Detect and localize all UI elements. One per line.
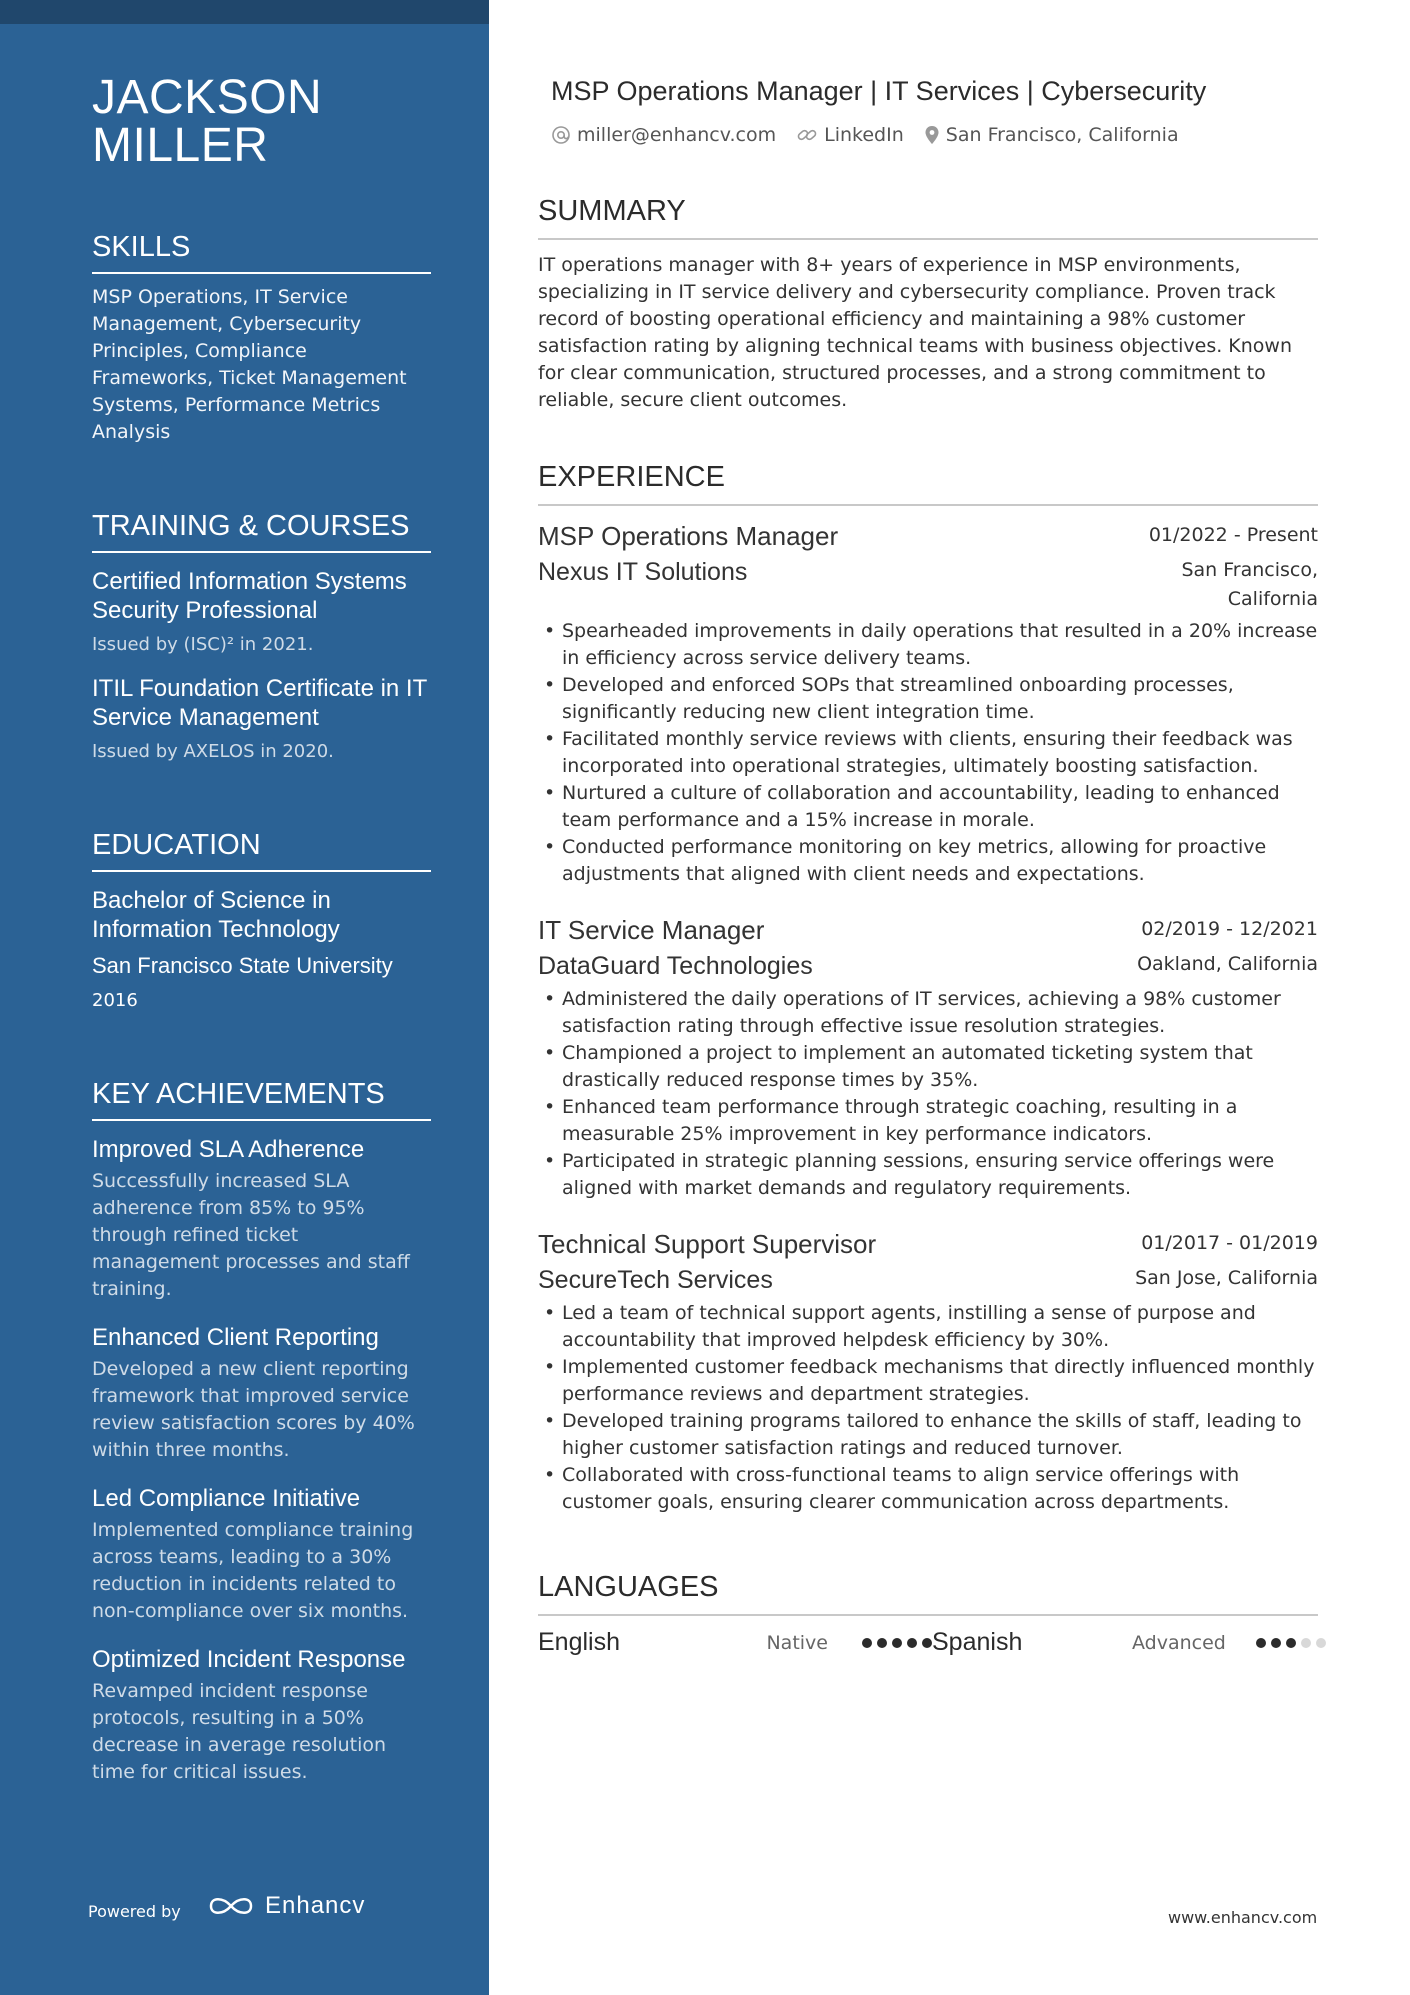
training-title: Certified Information Systems Security Professional xyxy=(92,568,407,624)
rating-dot-filled xyxy=(1256,1638,1266,1648)
education-heading: EDUCATION xyxy=(92,828,431,872)
education-school: San Francisco State University xyxy=(92,953,393,978)
rating-dot-filled xyxy=(907,1638,917,1648)
job-location xyxy=(1181,556,1318,614)
job-bullet: • Led a team of technical support agents, instilling a sense of purpose and accountability that improved helpdesk efficiency by 30%. xyxy=(538,1300,1318,1354)
job-date: 01/2017 - 01/2019 xyxy=(1141,1232,1318,1254)
job-entry xyxy=(538,914,1318,1202)
job-bullet: • Developed and enforced SOPs that streamlined onboarding processes, significantly reducing new client integration time. xyxy=(538,672,1318,726)
training-title: ITIL Foundation Certificate in IT Service Management xyxy=(92,675,427,731)
languages-list xyxy=(538,1628,1318,1657)
language-name: English xyxy=(538,1628,620,1656)
job-date: 02/2019 - 12/2021 xyxy=(1141,918,1318,940)
languages-heading: LANGUAGES xyxy=(538,1570,1318,1616)
achievement-item xyxy=(92,1323,431,1464)
training-item xyxy=(92,674,431,765)
email-text: miller@enhancv.com xyxy=(577,124,777,146)
achievement-item xyxy=(92,1135,431,1303)
language-level: Native xyxy=(766,1631,828,1654)
training-heading: TRAINING & COURSES xyxy=(92,509,431,553)
headline: MSP Operations Manager | IT Services | Cybersecurity xyxy=(551,76,1207,106)
achievement-desc: Implemented compliance training across teams, leading to a 30% reduction in incidents related to non-compliance over six months. xyxy=(92,1519,414,1622)
job-bullets xyxy=(538,1300,1318,1516)
achievement-desc: Developed a new client reporting framework that improved service review satisfaction scores by 40% within three months. xyxy=(92,1358,415,1461)
job-location-line: San Francisco, xyxy=(1181,559,1318,581)
job-bullet: • Nurtured a culture of collaboration and accountability, leading to enhanced team performance and a 15% increase in morale. xyxy=(538,780,1318,834)
language-item xyxy=(538,1628,932,1657)
job-bullet: • Enhanced team performance through strategic coaching, resulting in a measurable 25% improvement in key performance indicators. xyxy=(538,1094,1318,1148)
achievements-heading: KEY ACHIEVEMENTS xyxy=(92,1077,431,1121)
job-entry xyxy=(538,520,1318,888)
summary-section xyxy=(538,194,1318,414)
rating-dot-filled xyxy=(862,1638,872,1648)
sidebar xyxy=(0,0,489,1995)
training-item xyxy=(92,567,431,658)
achievement-item xyxy=(92,1645,431,1786)
footer-site-link[interactable]: www.enhancv.com xyxy=(1168,1908,1318,1927)
rating-dot-filled xyxy=(892,1638,902,1648)
languages-section xyxy=(538,1570,1318,1657)
skills-heading: SKILLS xyxy=(92,230,431,274)
job-bullets xyxy=(538,618,1318,888)
achievement-title: Improved SLA Adherence xyxy=(92,1136,365,1163)
language-rating xyxy=(1256,1638,1326,1648)
summary-heading: SUMMARY xyxy=(538,194,1318,240)
enhancv-logo-text: Enhancv xyxy=(265,1892,366,1919)
job-bullets xyxy=(538,986,1318,1202)
achievement-title: Led Compliance Initiative xyxy=(92,1485,361,1512)
job-location-line: California xyxy=(1227,588,1318,610)
job-date: 01/2022 - Present xyxy=(1148,524,1318,546)
job-company: DataGuard Technologies xyxy=(538,952,813,980)
job-title: Technical Support Supervisor xyxy=(538,1229,877,1259)
job-bullet: • Facilitated monthly service reviews with clients, ensuring their feedback was incorporated into operational strategies, ultimately boosting satisfaction. xyxy=(538,726,1318,780)
job-bullet: • Participated in strategic planning sessions, ensuring service offerings were aligned with market demands and regulatory requirements. xyxy=(538,1148,1318,1202)
achievement-title: Optimized Incident Response xyxy=(92,1646,406,1673)
training-issuer: Issued by AXELOS in 2020. xyxy=(92,741,334,762)
job-title: IT Service Manager xyxy=(538,915,765,945)
job-location: Oakland, California xyxy=(1137,953,1318,975)
education-degree: Bachelor of Science in Information Technology xyxy=(92,887,340,943)
skills-text: MSP Operations, IT Service Management, Cybersecurity Principles, Compliance Frameworks, Ticket Management Systems, Performance Metrics Analysis xyxy=(92,286,407,443)
contact-email[interactable] xyxy=(551,124,776,146)
enhancv-logo[interactable] xyxy=(207,1892,365,1920)
job-entry xyxy=(538,1228,1318,1516)
achievement-title: Enhanced Client Reporting xyxy=(92,1324,379,1351)
sidebar-top-bar xyxy=(0,0,489,24)
language-level: Advanced xyxy=(1132,1631,1226,1654)
job-bullet: • Collaborated with cross-functional teams to align service offerings with customer goals, ensuring clearer communication across departments. xyxy=(538,1462,1318,1516)
sidebar-content xyxy=(92,71,431,1792)
job-bullet: • Administered the daily operations of IT services, achieving a 98% customer satisfaction rating through effective issue resolution strategies. xyxy=(538,986,1318,1040)
achievements-section xyxy=(92,1077,431,1786)
rating-dot-filled xyxy=(1271,1638,1281,1648)
rating-dot-filled xyxy=(1286,1638,1296,1648)
education-section xyxy=(92,828,431,1014)
contact-bar xyxy=(551,124,1318,146)
job-bullet: • Championed a project to implement an automated ticketing system that drastically reduced response times by 35%. xyxy=(538,1040,1318,1094)
language-rating xyxy=(862,1638,932,1648)
name-last: MILLER xyxy=(92,119,269,172)
job-bullet: • Spearheaded improvements in daily operations that resulted in a 20% increase in efficiency across service delivery teams. xyxy=(538,618,1318,672)
language-item xyxy=(932,1628,1326,1657)
training-section xyxy=(92,509,431,765)
experience-heading: EXPERIENCE xyxy=(538,460,1318,506)
enhancv-logo-icon xyxy=(207,1893,255,1919)
rating-dot-filled xyxy=(922,1638,932,1648)
job-company: SecureTech Services xyxy=(538,1266,773,1294)
experience-section xyxy=(538,460,1318,1516)
job-bullet: • Implemented customer feedback mechanisms that directly influenced monthly performance reviews and department strategies. xyxy=(538,1354,1318,1408)
job-bullet: • Developed training programs tailored to enhance the skills of staff, leading to higher customer satisfaction ratings and reduced turnover. xyxy=(538,1408,1318,1462)
rating-dot-empty xyxy=(1301,1638,1311,1648)
candidate-name xyxy=(92,71,431,172)
achievement-desc: Revamped incident response protocols, resulting in a 50% decrease in average resolution time for critical issues. xyxy=(92,1680,387,1783)
job-location: San Jose, California xyxy=(1135,1267,1318,1289)
main-content xyxy=(538,74,1318,1657)
link-icon xyxy=(796,125,818,145)
linkedin-text: LinkedIn xyxy=(824,124,904,146)
summary-text: IT operations manager with 8+ years of experience in MSP environments, specializing in IT service delivery and cybersecurity compliance. Proven track record of boosting operational efficiency and maintaining a 98% customer satisfaction rating by aligning technical teams with business objectives. Known for clear communication, structured processes, and a strong commitment to reliable, secure client outcomes. xyxy=(538,254,1293,411)
achievement-item xyxy=(92,1484,431,1625)
rating-dot-empty xyxy=(1316,1638,1326,1648)
language-name: Spanish xyxy=(932,1628,1023,1656)
rating-dot-filled xyxy=(877,1638,887,1648)
location-text: San Francisco, California xyxy=(945,124,1179,146)
training-issuer: Issued by (ISC)² in 2021. xyxy=(92,634,314,655)
education-year: 2016 xyxy=(92,990,138,1011)
at-icon xyxy=(551,125,571,145)
job-bullet: • Conducted performance monitoring on key metrics, allowing for proactive adjustments that aligned with client needs and expectations. xyxy=(538,834,1318,888)
contact-linkedin[interactable] xyxy=(796,124,904,146)
achievement-desc: Successfully increased SLA adherence from 85% to 95% through refined ticket management processes and staff training. xyxy=(92,1170,410,1300)
job-title: MSP Operations Manager xyxy=(538,521,839,551)
contact-location xyxy=(924,124,1179,146)
name-first: JACKSON xyxy=(92,71,323,124)
powered-by-label: Powered by xyxy=(88,1902,181,1921)
location-pin-icon xyxy=(924,125,940,145)
skills-section xyxy=(92,230,431,446)
job-company: Nexus IT Solutions xyxy=(538,558,748,586)
